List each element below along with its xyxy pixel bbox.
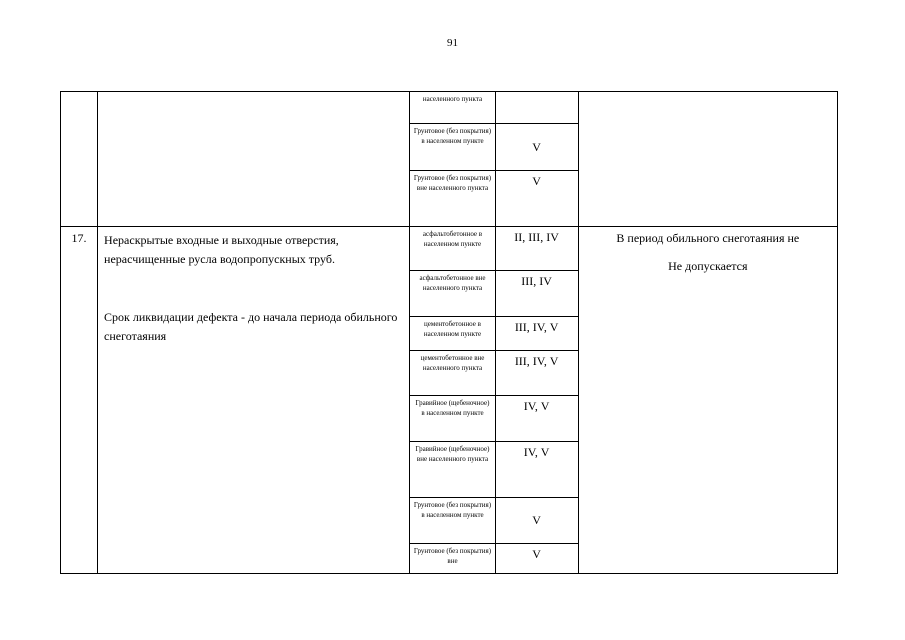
number-cell-empty xyxy=(61,92,98,227)
item-description-cell xyxy=(98,227,410,574)
road-type-cell: асфальтобетонное вне населенного пункта xyxy=(410,271,495,317)
road-type-cell: населенного пункта xyxy=(410,92,495,124)
category-cell: II, III, IV xyxy=(495,227,578,271)
category-cell xyxy=(495,92,578,124)
time-cell xyxy=(578,227,837,574)
road-type-cell: Гравийное (щебеночное) вне населенного пункта xyxy=(410,442,495,498)
item-deadline-note: Срок ликвидации дефекта - до начала периода обильного снеготаяния xyxy=(104,310,398,343)
time-cell-empty xyxy=(578,92,837,227)
item-description: Нераскрытые входные и выходные отверстия, нерасчищенные русла водопропускных труб. xyxy=(104,233,339,266)
table-row xyxy=(61,227,838,271)
category-cell: III, IV xyxy=(495,271,578,317)
category-cell: V xyxy=(495,498,578,544)
table-row xyxy=(61,92,838,124)
description-cell-empty xyxy=(98,92,410,227)
category-cell: V xyxy=(495,544,578,574)
time-line-2: Не допускается xyxy=(668,259,748,273)
road-type-cell: асфальтобетонное в населенном пункте xyxy=(410,227,495,271)
road-type-cell: Грунтовое (без покрытия) вне xyxy=(410,544,495,574)
road-type-cell: цементобетонное вне населенного пункта xyxy=(410,351,495,396)
road-type-cell: Грунтовое (без покрытия) в населенном пункте xyxy=(410,124,495,171)
item-number: 17. xyxy=(61,227,98,574)
page-number: 91 xyxy=(447,37,458,49)
time-line-1: В период обильного снеготаяния не xyxy=(616,231,800,245)
category-cell: V xyxy=(495,171,578,227)
category-cell: V xyxy=(495,124,578,171)
defects-table xyxy=(60,91,838,574)
road-type-cell: цементобетонное в населенном пункте xyxy=(410,317,495,351)
category-cell: IV, V xyxy=(495,396,578,442)
category-cell: III, IV, V xyxy=(495,351,578,396)
road-type-cell: Грунтовое (без покрытия) вне населенного пункта xyxy=(410,171,495,227)
category-cell: IV, V xyxy=(495,442,578,498)
road-type-cell: Грунтовое (без покрытия) в населенном пункте xyxy=(410,498,495,544)
road-type-cell: Гравийное (щебеночное) в населенном пункте xyxy=(410,396,495,442)
category-cell: III, IV, V xyxy=(495,317,578,351)
